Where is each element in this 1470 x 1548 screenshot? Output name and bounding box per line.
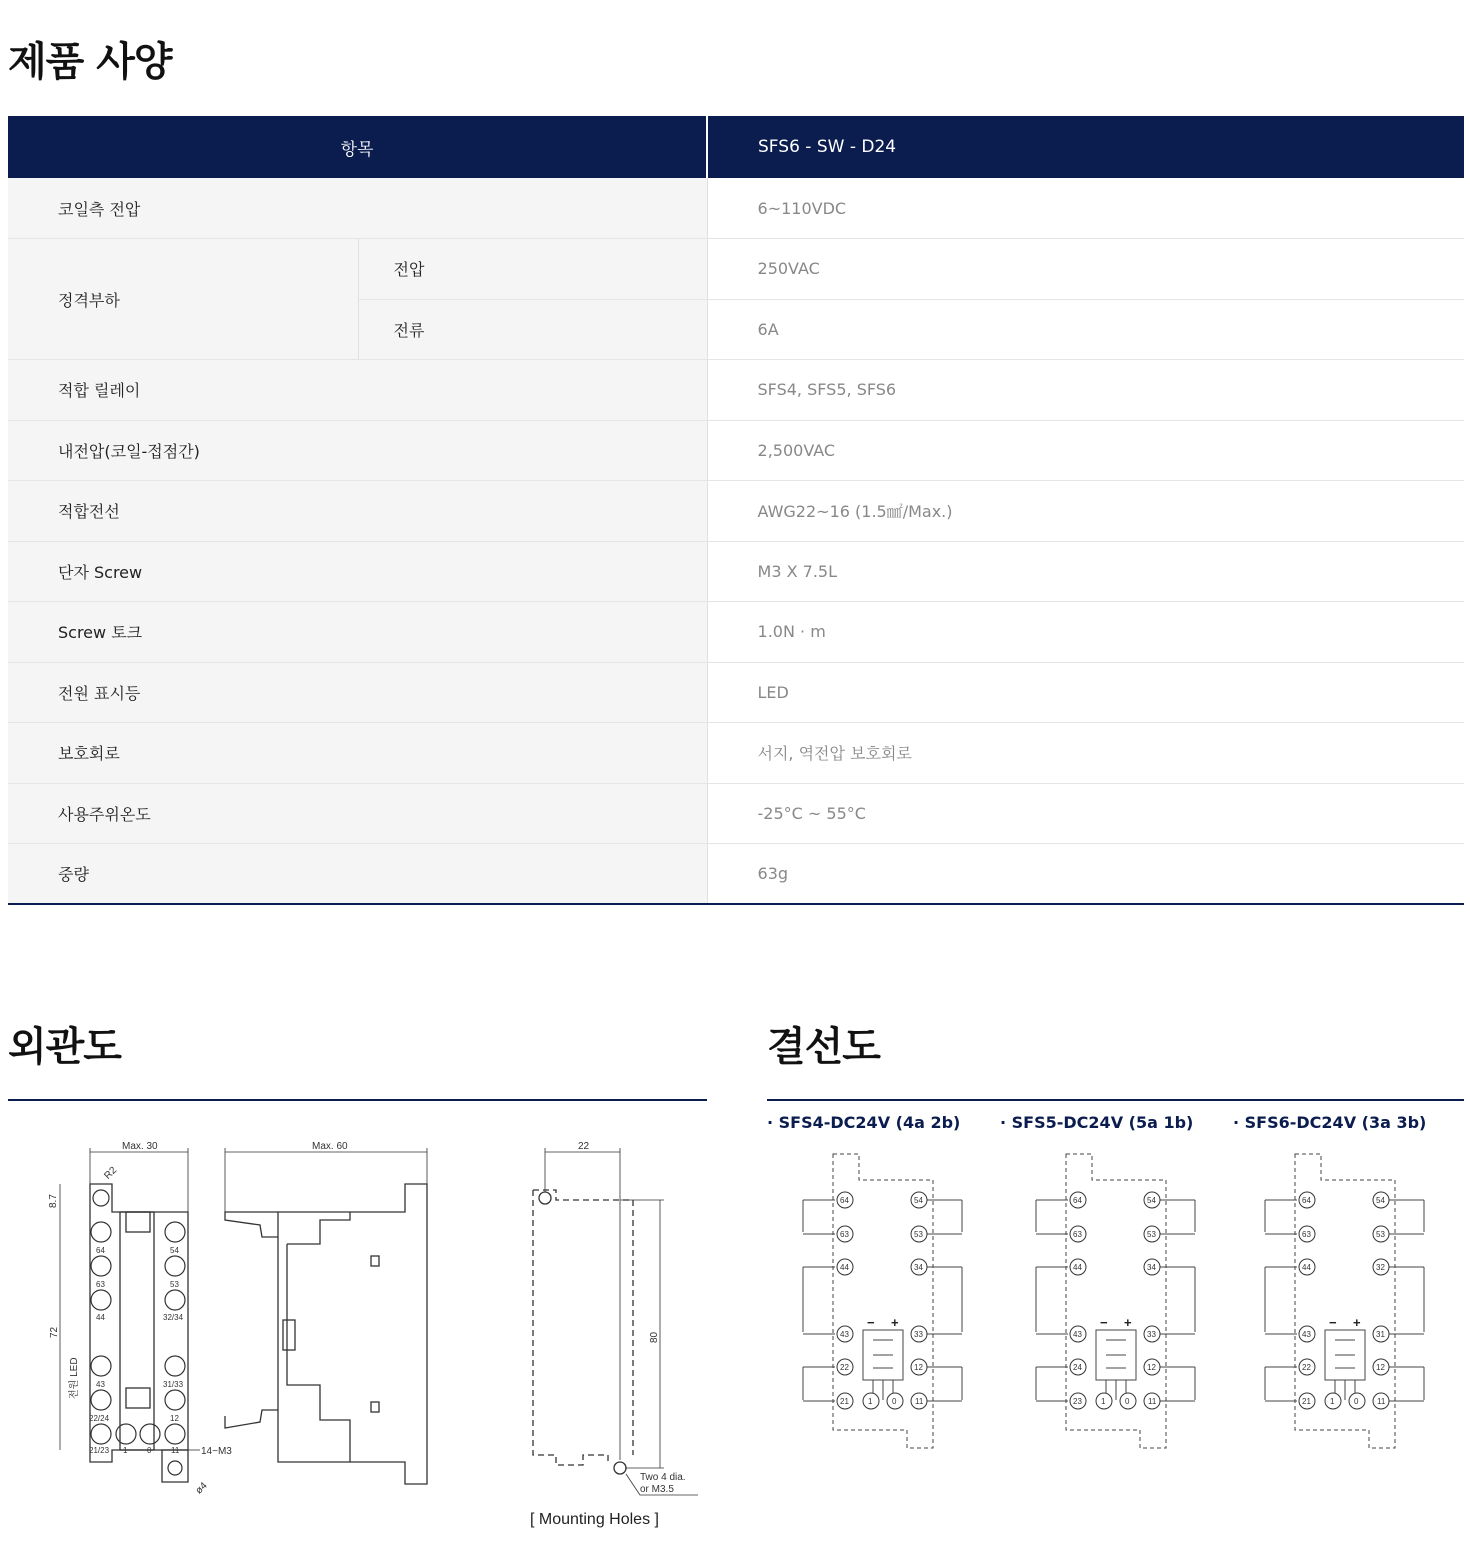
dim-m3: 14−M3 [201,1446,232,1457]
sfs4-terminals [837,1192,927,1409]
terminal-label: 43 [96,1380,105,1389]
row-label: 내전압(코일-접점간) [8,420,707,481]
terminal-label: 54 [914,1196,923,1205]
terminal-label: 43 [1302,1330,1311,1339]
terminal-label: 1 [123,1446,128,1455]
terminal-label: 22 [840,1363,849,1372]
terminal-label: 0 [1354,1397,1359,1406]
wiring-title-sfs6: · SFS6-DC24V (3a 3b) [1233,1113,1427,1132]
terminal-label: 33 [1147,1330,1156,1339]
terminal-label: 53 [1147,1230,1156,1239]
terminal-label: 22/24 [89,1414,110,1423]
dim-72: 72 [49,1326,60,1338]
minus-sign: − [1329,1315,1337,1330]
plus-sign: + [891,1315,899,1330]
row-label: 사용주위온도 [8,783,707,844]
dim-r2: R2 [102,1164,120,1182]
terminal-label: 12 [1147,1363,1156,1372]
terminal-label: 32 [1376,1263,1385,1272]
row-label: 정격부하 [8,239,358,360]
terminal-label: 12 [1376,1363,1385,1372]
table-row [8,602,1464,663]
header-item: 항목 [8,116,707,178]
table-row [8,239,1464,300]
terminal-label: 33 [914,1330,923,1339]
terminal-label: 53 [1376,1230,1385,1239]
terminal-label: 64 [840,1196,849,1205]
table-row [8,360,1464,421]
row-value: 63g [707,844,1464,905]
spec-section-title: 제품 사양 [8,39,172,85]
terminal-label: 34 [1147,1263,1156,1272]
table-row [8,662,1464,723]
row-sub-label: 전압 [358,239,707,300]
holes-label-2: or M3.5 [640,1484,674,1495]
terminal-label: 64 [1302,1196,1311,1205]
terminal-label: 21/23 [89,1446,110,1455]
terminal-label: 64 [96,1246,105,1255]
outline-divider [8,1099,707,1101]
outline-drawing [0,1120,710,1540]
terminal-label: 44 [96,1313,105,1322]
terminal-label: 43 [840,1330,849,1339]
terminal-label: 63 [1302,1230,1311,1239]
row-value: AWG22~16 (1.5㎟/Max.) [707,481,1464,542]
row-label: Screw 토크 [8,602,707,663]
terminal-label: 32/34 [163,1313,184,1322]
table-row [8,783,1464,844]
row-value: 2,500VAC [707,420,1464,481]
terminal-label: 11 [1148,1397,1157,1406]
row-value: 6~110VDC [707,178,1464,239]
terminal-label: 23 [1073,1397,1082,1406]
terminal-label: 44 [840,1263,849,1272]
terminal-label: 31 [1376,1330,1385,1339]
minus-sign: − [867,1315,875,1330]
terminal-label: 11 [171,1446,180,1455]
terminal-label: 0 [1125,1397,1130,1406]
table-row [8,481,1464,542]
terminal-label: 11 [915,1397,924,1406]
table-header-row [8,116,1464,178]
plus-sign: + [1353,1315,1361,1330]
dim-8-7: 8.7 [48,1194,59,1208]
terminal-label: 54 [1147,1196,1156,1205]
row-label: 코일측 전압 [8,178,707,239]
sfs6-terminals [1299,1192,1389,1409]
row-value: 6A [707,299,1464,360]
wiring-divider [767,1099,1464,1101]
wiring-diagram-sfs5 [1028,1150,1208,1455]
row-label: 적합 릴레이 [8,360,707,421]
terminal-label: 12 [170,1414,179,1423]
table-row [8,420,1464,481]
terminal-label: 21 [840,1397,849,1406]
row-value: 서지, 역전압 보호회로 [707,723,1464,784]
terminal-label: 31/33 [163,1380,184,1389]
terminal-label: 34 [914,1263,923,1272]
row-label: 전원 표시등 [8,662,707,723]
terminal-label: 1 [1101,1397,1106,1406]
terminal-label: 54 [170,1246,179,1255]
dim-max60: Max. 60 [312,1141,348,1152]
row-label: 중량 [8,844,707,905]
terminal-label: 44 [1073,1263,1082,1272]
row-value: M3 X 7.5L [707,541,1464,602]
plus-sign: + [1124,1315,1132,1330]
terminal-label: 24 [1073,1363,1082,1372]
terminal-label: 12 [914,1363,923,1372]
terminal-label: 0 [147,1446,152,1455]
spec-table [8,116,1464,905]
row-value: -25°C ~ 55°C [707,783,1464,844]
dim-phi4: ø4 [193,1480,210,1497]
terminal-label: 22 [1302,1363,1311,1372]
terminal-label: 11 [1377,1397,1386,1406]
terminal-label: 1 [1330,1397,1335,1406]
table-row [8,723,1464,784]
table-row [8,178,1464,239]
terminal-label: 64 [1073,1196,1082,1205]
terminal-label: 0 [892,1397,897,1406]
row-value: 250VAC [707,239,1464,300]
wiring-diagram-sfs6 [1257,1150,1437,1455]
terminal-label: 1 [868,1397,873,1406]
wiring-title-sfs4: · SFS4-DC24V (4a 2b) [767,1113,961,1132]
terminal-label: 53 [914,1230,923,1239]
row-label: 단자 Screw [8,541,707,602]
terminal-label: 63 [96,1280,105,1289]
terminal-label: 53 [170,1280,179,1289]
terminal-label: 54 [1376,1196,1385,1205]
minus-sign: − [1100,1315,1108,1330]
terminal-label: 63 [840,1230,849,1239]
row-value: SFS4, SFS5, SFS6 [707,360,1464,421]
dim-max30: Max. 30 [122,1141,158,1152]
wiring-diagram-sfs4 [795,1150,975,1455]
outline-section-title: 외관도 [8,1024,121,1070]
holes-label-1: Two 4 dia. [640,1472,686,1483]
wiring-section-title: 결선도 [767,1024,880,1070]
terminal-label: 43 [1073,1330,1082,1339]
table-row [8,844,1464,905]
led-label: 전원 LED [69,1357,80,1399]
table-row [8,541,1464,602]
row-value: 1.0N · m [707,602,1464,663]
sfs5-terminals [1070,1192,1160,1409]
dim-22: 22 [578,1141,590,1152]
row-sub-label: 전류 [358,299,707,360]
wiring-title-sfs5: · SFS5-DC24V (5a 1b) [1000,1113,1194,1132]
row-label: 보호회로 [8,723,707,784]
row-value: LED [707,662,1464,723]
terminal-label: 63 [1073,1230,1082,1239]
mounting-holes-caption: [ Mounting Holes ] [530,1511,659,1528]
row-label: 적합전선 [8,481,707,542]
terminal-label: 21 [1302,1397,1311,1406]
dim-80: 80 [649,1331,660,1343]
terminal-label: 44 [1302,1263,1311,1272]
header-model: SFS6 - SW - D24 [707,116,1464,178]
